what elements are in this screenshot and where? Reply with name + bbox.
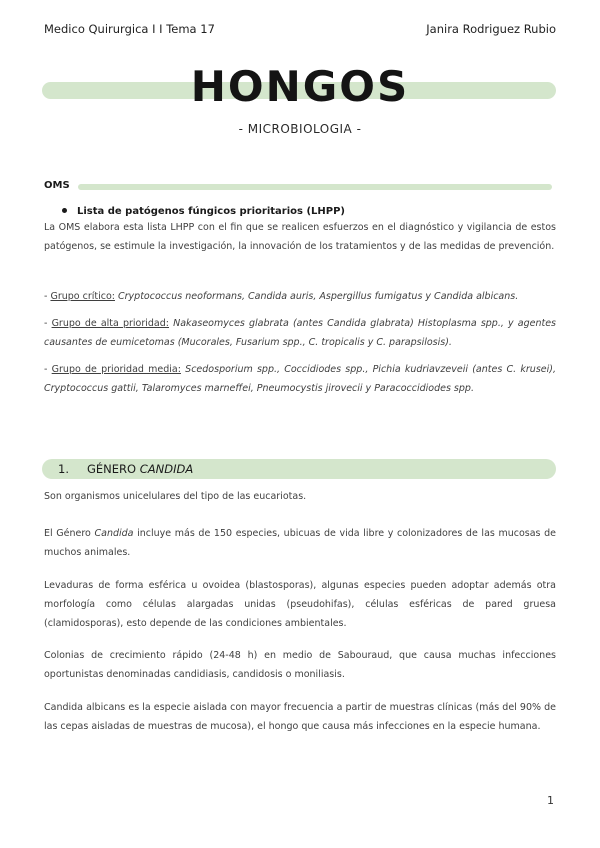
oms-bullet-text: Lista de patógenos fúngicos prioritarios (LHPP) — [77, 206, 345, 217]
group-high-text: Nakaseomyces glabrata (antes Candida glabrata) Histoplasma spp., y agentes causantes de eumicetomas (Mucorales, Fusarium spp., C. tropicalis y C. parapsilosis). — [44, 318, 556, 348]
section1-title: GÉNERO — [86, 462, 140, 476]
group-medium-label: Grupo de prioridad media: — [51, 364, 181, 375]
oms-section-label: OMS — [44, 180, 70, 191]
group-critical-text: Cryptococcus neoformans, Candida auris, Aspergillus fumigatus y Candida albicans. — [114, 291, 519, 302]
header-left: Medico Quirurgica I I Tema 17 — [44, 22, 215, 36]
group-critical-label: Grupo crítico: — [50, 291, 115, 302]
section1-title-italic: CANDIDA — [139, 462, 194, 476]
page-number: 1 — [547, 794, 554, 807]
group-medium-text: Scedosporium spp., Coccidiodes spp., Pichia kudriavzeveii (antes C. krusei), Cryptococcus gattii, Talaromyces marneffei, Pneumocystis jirovecii y Paracoccidiodes spp. — [44, 364, 556, 394]
section1-paragraph-5: Candida albicans es la especie aislada con mayor frecuencia a partir de muestras clínicas (más del 90% de las cepas aisladas de muestras de mucosa), el hongo que causa más infecciones en la especie humana. — [44, 702, 556, 732]
section1-number: 1. — [58, 462, 69, 476]
oms-intro: La OMS elabora esta lista LHPP con el fin que se realicen esfuerzos en el diagnóstico y vigilancia de estos patógenos, se estimule la investigación, la innovación de los tratamientos y de las medidas de prevención. — [44, 222, 556, 252]
group-high-label: Grupo de alta prioridad: — [51, 318, 169, 329]
bullet-dot-icon — [62, 208, 67, 213]
header-right: Janira Rodriguez Rubio — [426, 22, 556, 36]
section1-heading — [58, 462, 193, 476]
section1-paragraph-1: Son organismos unicelulares del tipo de las eucariotas. — [44, 491, 307, 502]
group-high: - Grupo de alta prioridad: Nakaseomyces glabrata (antes Candida glabrata) Histoplasma spp., y agentes causantes de eumicetomas (Mucorales, Fusarium spp., C. tropicalis y C. parapsilosis). — [44, 318, 556, 348]
group-critical: - Grupo crítico: Cryptococcus neoformans, Candida auris, Aspergillus fumigatus y Candida albicans. — [44, 291, 519, 302]
group-medium: - Grupo de prioridad media: Scedosporium spp., Coccidiodes spp., Pichia kudriavzeveii (antes C. krusei), Cryptococcus gattii, Talaromyces marneffei, Pneumocystis jirovecii y Paracoccidiodes spp. — [44, 364, 556, 394]
section1-paragraph-2: El Género Candida incluye más de 150 especies, ubicuas de vida libre y colonizadores de las mucosas de muchos animales. — [44, 528, 557, 558]
page-subtitle: - MICROBIOLOGIA - — [238, 122, 362, 136]
oms-bullet — [62, 206, 345, 217]
section1-paragraph-3: Levaduras de forma esférica u ovoidea (blastosporas), algunas especies pueden adoptar además otra morfología como células alargadas unidas (pseudohifas), células esféricas de pared gruesa (clamidosporas), esto depende de las condiciones ambientales. — [44, 580, 556, 629]
page-title: HONGOS — [190, 62, 410, 111]
section1-paragraph-4: Colonias de crecimiento rápido (24-48 h) en medio de Sabouraud, que causa muchas infecciones oportunistas denominadas candidiasis, candidosis o moniliasis. — [44, 650, 556, 680]
oms-section-rule — [78, 184, 552, 190]
